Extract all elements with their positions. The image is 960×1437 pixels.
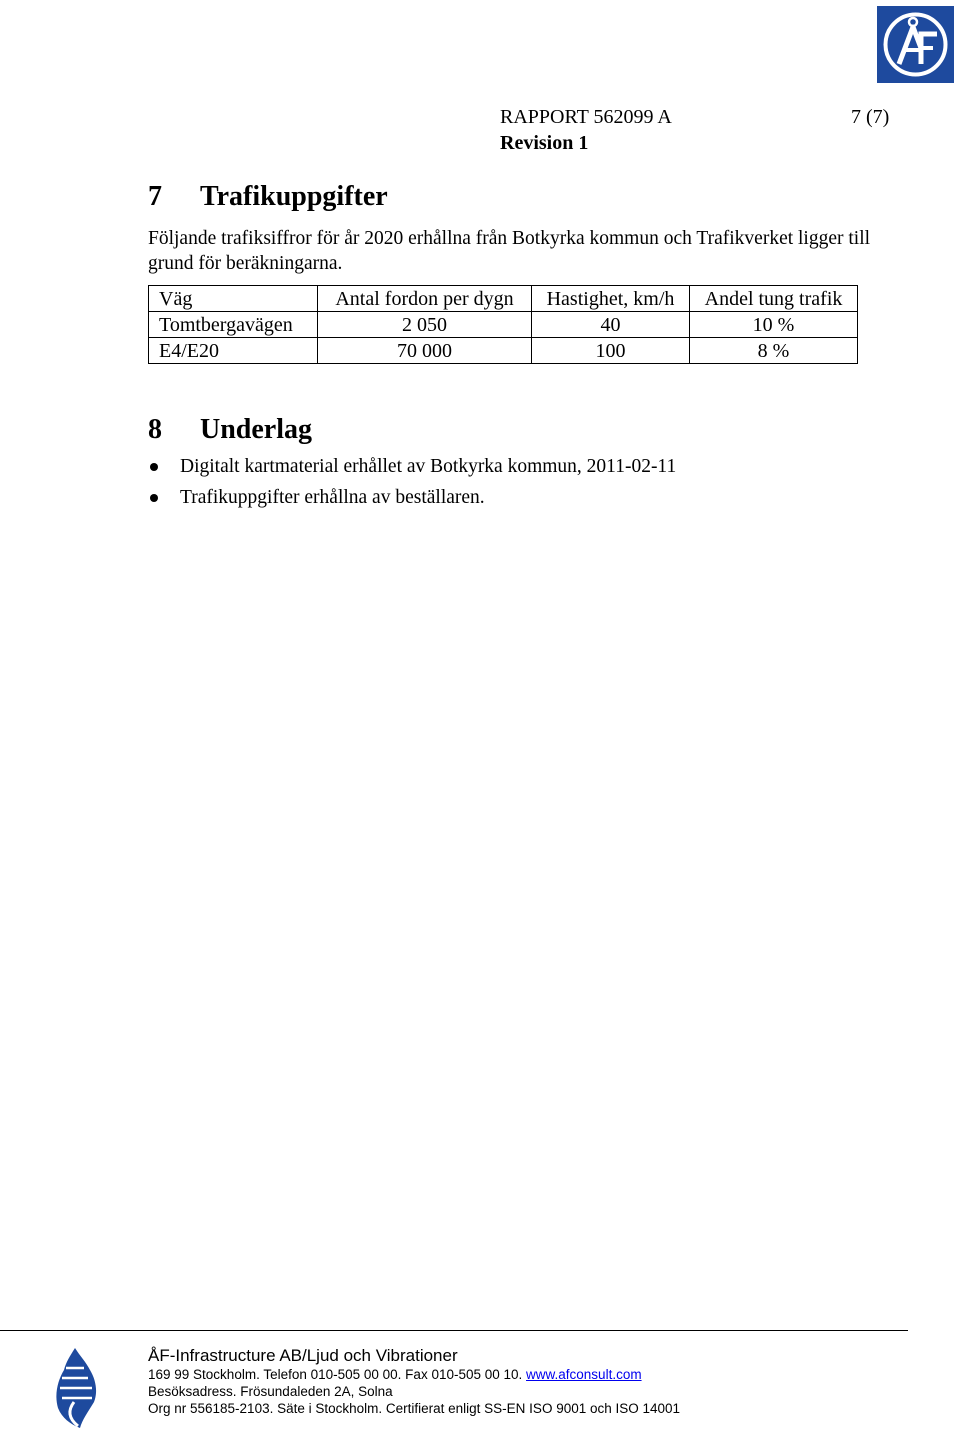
table-header-cell: Väg [149,286,318,312]
shell-logo-icon [52,1346,98,1430]
table-row [149,338,858,364]
table-header-cell: Hastighet, km/h [532,286,690,312]
table-cell: 2 050 [318,312,532,338]
table-cell: 70 000 [318,338,532,364]
bullet-list [148,454,676,516]
footer-address [148,1367,642,1382]
report-number: RAPPORT 562099 A [500,106,672,128]
table-row [149,312,858,338]
section-heading-8 [148,414,548,448]
bullet-icon [150,494,158,502]
list-item-text: Trafikuppgifter erhållna av beställaren. [180,487,485,508]
footer-org-info: Org nr 556185-2103. Säte i Stockholm. Certifierat enligt SS-EN ISO 9001 och ISO 14001 [148,1401,681,1416]
table-cell: E4/E20 [149,338,318,364]
section-number: 8 [148,414,162,445]
section-title: Trafikuppgifter [200,181,388,212]
table-cell: 10 % [690,312,858,338]
footer-divider [0,1330,908,1331]
traffic-table [148,285,858,364]
section-title: Underlag [200,414,312,445]
list-item [148,454,676,485]
bullet-icon [150,463,158,471]
footer-company: ÅF-Infrastructure AB/Ljud och Vibrationer [148,1346,458,1365]
page-indicator: 7 (7) [851,106,890,128]
table-cell: 40 [532,312,690,338]
table-cell: 8 % [690,338,858,364]
af-logo-icon [877,6,954,83]
revision-label: Revision 1 [500,132,589,154]
footer-address-text: 169 99 Stockholm. Telefon 010-505 00 00. Fax 010-505 00 10. [148,1367,527,1382]
table-header-cell: Andel tung trafik [690,286,858,312]
table-cell: 100 [532,338,690,364]
table-header-row [149,286,858,312]
website-link[interactable]: www.afconsult.com [526,1367,642,1382]
table-cell: Tomtbergavägen [149,312,318,338]
list-item [148,485,676,516]
footer-visiting-address: Besöksadress. Frösundaleden 2A, Solna [148,1384,393,1399]
section-paragraph: Följande trafiksiffror för år 2020 erhållna från Botkyrka kommun och Trafikverket ligger till grund för beräkningarna. [148,228,871,274]
table-header-cell: Antal fordon per dygn [318,286,532,312]
section-number: 7 [148,181,162,212]
list-item-text: Digitalt kartmaterial erhållet av Botkyrka kommun, 2011-02-11 [180,456,677,477]
section-heading-7 [148,181,548,215]
